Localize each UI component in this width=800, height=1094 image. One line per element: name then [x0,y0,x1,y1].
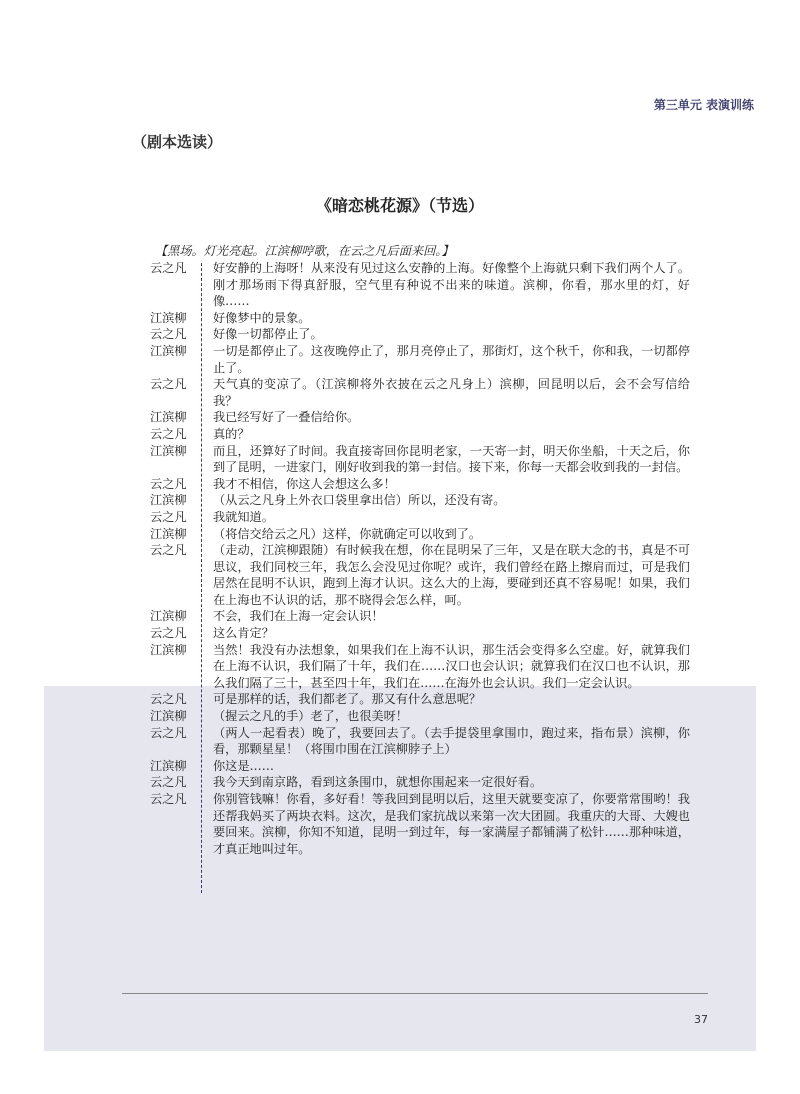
speaker-name: 云之凡 [150,426,187,441]
dialogue-line [150,376,690,409]
dialogue-line [150,526,690,543]
dialogue-text: 你别管钱嘛！你看，多好看！等我回到昆明以后，这里天就要变凉了，你要常常围哟！我还帮我妈买了两块衣料。这次，是我们家抗战以来第一次大团圆。我重庆的大哥、大嫂也要回来。滨柳，你知不知道，昆明一到过年，每一家满屋子都铺满了松针……那种味道，才真正地叫过年。 [213,792,690,856]
dialogue-text: 好像一切都停止了。 [213,327,323,342]
dialogue-line [150,492,690,509]
speaker-name: 江滨柳 [150,526,187,541]
dialogue-line [150,476,690,493]
dialogue-text: 我就知道。 [213,509,274,524]
dialogue-text: 我已经写好了一叠信给你。 [213,410,360,425]
speaker-name: 江滨柳 [150,709,187,724]
dialogue-line [150,774,690,791]
dialogue-line [150,642,690,692]
dialogue-line [150,509,690,526]
dialogue-text: （将信交给云之凡）这样，你就确定可以收到了。 [213,526,482,541]
speaker-name: 江滨柳 [150,758,187,773]
dialogue-text: 这么肯定？ [213,626,274,641]
speaker-name: 江滨柳 [150,642,187,657]
speaker-name: 云之凡 [150,509,187,524]
dialogue-line [150,791,690,857]
dialogue-text: （握云之凡的手）老了，也很美呀！ [213,709,408,724]
dialogue-text: 我才不相信，你这人会想这么多！ [213,476,396,491]
dialogue-text: 真的？ [213,426,250,441]
dialogue-line [150,426,690,443]
dialogue-line [150,443,690,476]
dialogue-text: 不会，我们在上海一定会认识！ [213,609,384,624]
speaker-name: 云之凡 [150,476,187,491]
speaker-name: 云之凡 [150,775,187,790]
dialogue-text: （走动，江滨柳跟随）有时候我在想，你在昆明呆了三年，又是在联大念的书，真是不可思议，我们同校三年，我怎么会没见过你呢？或许，我们曾经在路上擦肩而过，可是我们居然在昆明不认识，跑到上海才认识。这么大的上海，要碰到还真不容易呢！如果，我们在上海也不认识的话，那不晓得会怎么样，呵。 [213,543,690,607]
speaker-name: 云之凡 [150,377,187,392]
speaker-name: 云之凡 [150,327,187,342]
dialogue-text: 可是那样的话，我们都老了。那又有什么意思呢？ [213,692,482,707]
section-title: （剧本选读） [132,133,223,151]
page-number: 37 [694,1013,708,1026]
dialogue-line [150,625,690,642]
dialogue-text: 而且，还算好了时间。我直接寄回你昆明老家，一天寄一封，明天你坐船，十天之后，你到了昆明，一进家门，刚好收到我的第一封信。接下来，你每一天都会收到我的一封信。 [213,443,690,475]
dialogue-line [150,343,690,376]
dialogue-text: （从云之凡身上外衣口袋里拿出信）所以，还没有寄。 [213,493,506,508]
speaker-name: 云之凡 [150,725,187,740]
speaker-name: 江滨柳 [150,443,187,458]
dialogue-line [150,725,690,758]
dialogue-line [150,260,690,310]
speaker-name: 云之凡 [150,792,187,806]
dialogue-line [150,326,690,343]
dialogue-text: 好安静的上海呀！从来没有见过这么安静的上海。好像整个上海就只剩下我们两个人了。刚才那场雨下得真舒服，空气里有种说不出来的味道。滨柳，你看，那水里的灯，好像…… [213,261,690,309]
dialogue-line [150,691,690,708]
dialogue-line [150,542,690,608]
unit-header: 第三单元 表演训练 [653,98,754,112]
dialogue-text: 一切是都停止了。这夜晚停止了，那月亮停止了，那街灯，这个秋千，你和我，一切都停止了。 [213,343,690,375]
dialogue-line [150,608,690,625]
speaker-name: 云之凡 [150,626,187,641]
speaker-name: 江滨柳 [150,310,187,325]
speaker-name: 云之凡 [150,543,187,558]
dialogue-line [150,708,690,725]
footer-rule [122,993,708,994]
dialogue-text: 当然！我没有办法想象，如果我们在上海不认识，那生活会变得多么空虚。好，就算我们在上海不认识，我们隔了十年，我们在……汉口也会认识；就算我们在汉口也不认识，那么我们隔了三十，甚至四十年，我们在……在海外也会认识。我们一定会认识。 [213,642,690,690]
dialogue-text: 天气真的变凉了。（江滨柳将外衣披在云之凡身上）滨柳，回昆明以后，会不会写信给我？ [213,377,690,408]
dialogue-line [150,409,690,426]
speaker-name: 江滨柳 [150,343,187,358]
speaker-name: 云之凡 [150,261,187,275]
dialogue-text: 我今天到南京路，看到这条围巾，就想你围起来一定很好看。 [213,775,543,790]
dialogue-text: 好像梦中的景象。 [213,310,311,325]
speaker-name: 江滨柳 [150,493,187,508]
speaker-name: 云之凡 [150,692,187,707]
dialogue-line [150,758,690,775]
stage-direction: 【黑场。灯光亮起。江滨柳哼歌，在云之凡后面来回。】 [155,244,454,258]
script-dialogue [150,260,690,857]
speaker-name: 江滨柳 [150,609,187,624]
dialogue-line [150,310,690,327]
play-title: 《暗恋桃花源》（节选） [315,196,484,215]
dialogue-text: 你这是…… [213,758,274,773]
dialogue-text: （两人一起看表）晚了，我要回去了。（去手提袋里拿围巾，跑过来，指布景）滨柳，你看，那颗星星！（将围巾围在江滨柳脖子上） [213,725,690,757]
speaker-name: 江滨柳 [150,410,187,425]
